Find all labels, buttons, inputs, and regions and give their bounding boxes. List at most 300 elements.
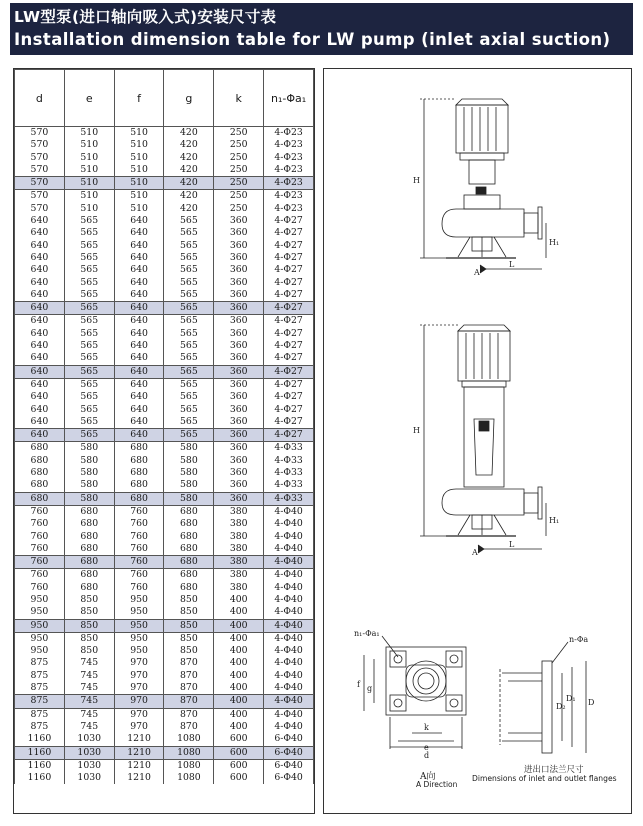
table-cell: 510 <box>114 139 164 151</box>
table-cell: 565 <box>164 227 214 239</box>
table-cell: 745 <box>64 670 114 682</box>
table-row <box>15 606 314 619</box>
table-cell: 4-Φ27 <box>264 289 314 302</box>
table-row <box>15 759 314 772</box>
table-cell: 510 <box>114 127 164 140</box>
table-row <box>15 695 314 708</box>
table-cell: 360 <box>214 315 264 328</box>
table-cell: 4-Φ40 <box>264 531 314 543</box>
table-cell: 640 <box>15 240 65 252</box>
dim-k: k <box>424 723 429 732</box>
dim-g: g <box>367 684 373 693</box>
table-cell: 680 <box>64 543 114 556</box>
table-cell: 250 <box>214 203 264 215</box>
table-cell: 850 <box>64 645 114 657</box>
dim-H-2: H <box>413 426 420 435</box>
table-cell: 4-Φ40 <box>264 594 314 606</box>
table-row <box>15 328 314 340</box>
table-cell: 4-Φ40 <box>264 708 314 721</box>
table-row <box>15 139 314 151</box>
table-cell: 4-Φ27 <box>264 264 314 276</box>
table-cell: 950 <box>15 606 65 619</box>
table-cell: 1030 <box>64 759 114 772</box>
table-row <box>15 378 314 391</box>
pump-drawings <box>324 69 631 813</box>
table-cell: 1030 <box>64 733 114 746</box>
table-row <box>15 645 314 657</box>
table-cell: 565 <box>164 215 214 227</box>
table-cell: 640 <box>15 289 65 302</box>
table-cell: 4-Φ23 <box>264 203 314 215</box>
table-cell: 640 <box>114 227 164 239</box>
table-cell: 4-Φ27 <box>264 340 314 352</box>
table-row <box>15 657 314 669</box>
table-cell: 870 <box>164 721 214 733</box>
table-cell: 1030 <box>64 746 114 759</box>
table-cell: 510 <box>64 177 114 190</box>
table-row <box>15 492 314 505</box>
table-cell: 6-Φ40 <box>264 772 314 784</box>
a-direction-en: A Direction <box>416 780 458 789</box>
table-cell: 420 <box>164 190 214 203</box>
table-cell: 4-Φ27 <box>264 378 314 391</box>
table-cell: 380 <box>214 582 264 594</box>
table-cell: 680 <box>164 556 214 569</box>
table-cell: 360 <box>214 416 264 429</box>
table-cell: 680 <box>15 467 65 479</box>
table-cell: 745 <box>64 721 114 733</box>
table-cell: 640 <box>15 365 65 378</box>
table-row <box>15 340 314 352</box>
table-cell: 510 <box>64 203 114 215</box>
table-row <box>15 404 314 416</box>
column-header: e <box>64 70 114 127</box>
table-cell: 970 <box>114 708 164 721</box>
table-cell: 570 <box>15 164 65 177</box>
table-cell: 565 <box>64 227 114 239</box>
table-cell: 565 <box>64 352 114 365</box>
table-cell: 875 <box>15 721 65 733</box>
table-cell: 680 <box>64 582 114 594</box>
table-body <box>15 127 314 785</box>
table-row <box>15 531 314 543</box>
table-cell: 640 <box>15 252 65 264</box>
table-cell: 4-Φ40 <box>264 670 314 682</box>
table-cell: 420 <box>164 139 214 151</box>
table-cell: 565 <box>164 352 214 365</box>
title-english: Installation dimension table for LW pump (inlet axial suction) <box>14 30 611 49</box>
table-row <box>15 352 314 365</box>
table-cell: 870 <box>164 670 214 682</box>
table-cell: 1210 <box>114 772 164 784</box>
table-cell: 850 <box>164 645 214 657</box>
table-cell: 400 <box>214 594 264 606</box>
table-cell: 875 <box>15 708 65 721</box>
table-cell: 565 <box>164 302 214 315</box>
table-cell: 950 <box>114 619 164 632</box>
table-cell: 510 <box>114 177 164 190</box>
table-cell: 850 <box>64 594 114 606</box>
table-row <box>15 708 314 721</box>
table-cell: 400 <box>214 645 264 657</box>
table-cell: 360 <box>214 328 264 340</box>
table-cell: 600 <box>214 759 264 772</box>
table-cell: 680 <box>114 492 164 505</box>
table-cell: 1210 <box>114 733 164 746</box>
table-cell: 250 <box>214 190 264 203</box>
table-cell: 4-Φ40 <box>264 505 314 518</box>
table-cell: 360 <box>214 442 264 455</box>
table-cell: 1160 <box>15 759 65 772</box>
flange-section-view <box>500 635 594 753</box>
table-cell: 760 <box>15 505 65 518</box>
table-cell: 565 <box>64 429 114 442</box>
table-cell: 565 <box>164 289 214 302</box>
column-header: n₁-Φa₁ <box>264 70 314 127</box>
column-header: d <box>15 70 65 127</box>
table-cell: 640 <box>114 215 164 227</box>
table-cell: 4-Φ40 <box>264 543 314 556</box>
table-row <box>15 467 314 479</box>
table-cell: 4-Φ27 <box>264 315 314 328</box>
dim-H-1: H <box>413 176 420 185</box>
table-cell: 640 <box>15 416 65 429</box>
table-cell: 565 <box>164 378 214 391</box>
table-cell: 4-Φ40 <box>264 657 314 669</box>
base-plan-view <box>354 629 466 760</box>
table-row <box>15 721 314 733</box>
table-row <box>15 416 314 429</box>
table-cell: 565 <box>164 277 214 289</box>
table-cell: 760 <box>15 531 65 543</box>
table-cell: 640 <box>15 315 65 328</box>
pump-drawing-1 <box>413 99 559 277</box>
table-cell: 400 <box>214 606 264 619</box>
table-cell: 850 <box>64 632 114 645</box>
table-cell: 510 <box>64 164 114 177</box>
table-cell: 680 <box>164 582 214 594</box>
table-cell: 4-Φ23 <box>264 177 314 190</box>
table-cell: 570 <box>15 139 65 151</box>
table-cell: 600 <box>214 733 264 746</box>
table-cell: 640 <box>15 429 65 442</box>
table-cell: 4-Φ27 <box>264 240 314 252</box>
table-row <box>15 569 314 582</box>
table-cell: 870 <box>164 708 214 721</box>
table-cell: 970 <box>114 670 164 682</box>
table-cell: 565 <box>164 240 214 252</box>
table-cell: 1080 <box>164 733 214 746</box>
table-cell: 420 <box>164 203 214 215</box>
table-cell: 760 <box>114 556 164 569</box>
table-cell: 565 <box>64 315 114 328</box>
table-cell: 680 <box>164 569 214 582</box>
table-cell: 640 <box>15 352 65 365</box>
table-row <box>15 733 314 746</box>
table-cell: 360 <box>214 467 264 479</box>
table-cell: 640 <box>114 352 164 365</box>
table-row <box>15 215 314 227</box>
table-cell: 400 <box>214 670 264 682</box>
table-row <box>15 127 314 140</box>
table-cell: 510 <box>114 152 164 164</box>
table-cell: 510 <box>64 190 114 203</box>
table-cell: 360 <box>214 352 264 365</box>
table-cell: 4-Φ23 <box>264 127 314 140</box>
table-cell: 745 <box>64 708 114 721</box>
table-cell: 4-Φ23 <box>264 139 314 151</box>
table-cell: 970 <box>114 682 164 695</box>
table-row <box>15 479 314 492</box>
table-cell: 950 <box>114 594 164 606</box>
table-cell: 640 <box>114 264 164 276</box>
table-cell: 380 <box>214 531 264 543</box>
title-chinese: LW型泵(进口轴向吸入式)安装尺寸表 <box>14 8 277 26</box>
table-cell: 360 <box>214 455 264 467</box>
table-cell: 250 <box>214 152 264 164</box>
table-row <box>15 252 314 264</box>
table-cell: 1080 <box>164 746 214 759</box>
table-row <box>15 152 314 164</box>
table-cell: 565 <box>64 340 114 352</box>
table-cell: 380 <box>214 505 264 518</box>
table-cell: 400 <box>214 695 264 708</box>
drawing-panel <box>323 68 632 814</box>
table-cell: 4-Φ40 <box>264 556 314 569</box>
table-cell: 580 <box>64 492 114 505</box>
table-cell: 4-Φ27 <box>264 391 314 403</box>
table-cell: 680 <box>114 442 164 455</box>
table-cell: 760 <box>15 543 65 556</box>
dim-e: e <box>424 743 429 752</box>
table-cell: 760 <box>15 518 65 530</box>
table-cell: 360 <box>214 252 264 264</box>
table-cell: 4-Φ40 <box>264 518 314 530</box>
table-cell: 565 <box>64 252 114 264</box>
table-cell: 760 <box>15 556 65 569</box>
table-cell: 640 <box>114 404 164 416</box>
table-cell: 850 <box>164 594 214 606</box>
table-cell: 640 <box>114 302 164 315</box>
table-cell: 360 <box>214 492 264 505</box>
table-cell: 565 <box>164 365 214 378</box>
table-cell: 4-Φ23 <box>264 190 314 203</box>
table-cell: 360 <box>214 277 264 289</box>
table-cell: 565 <box>64 378 114 391</box>
column-header: f <box>114 70 164 127</box>
table-row <box>15 289 314 302</box>
table-cell: 565 <box>164 340 214 352</box>
pump-shaft-housing-2 <box>464 387 504 487</box>
table-cell: 870 <box>164 682 214 695</box>
dim-D2: D₂ <box>556 702 566 711</box>
table-cell: 570 <box>15 190 65 203</box>
table-cell: 760 <box>114 569 164 582</box>
table-cell: 570 <box>15 203 65 215</box>
table-cell: 380 <box>214 556 264 569</box>
table-cell: 510 <box>64 127 114 140</box>
table-cell: 360 <box>214 289 264 302</box>
a-direction-cn: A向 <box>420 772 436 782</box>
table-cell: 745 <box>64 657 114 669</box>
table-cell: 565 <box>64 289 114 302</box>
table-cell: 640 <box>15 227 65 239</box>
dim-L-1: L <box>509 260 515 269</box>
table-cell: 850 <box>164 619 214 632</box>
table-cell: 1160 <box>15 772 65 784</box>
table-cell: 4-Φ40 <box>264 645 314 657</box>
table-row <box>15 429 314 442</box>
table-cell: 360 <box>214 302 264 315</box>
table-cell: 640 <box>15 391 65 403</box>
table-cell: 565 <box>164 252 214 264</box>
table-cell: 510 <box>114 164 164 177</box>
table-cell: 565 <box>164 391 214 403</box>
table-cell: 640 <box>114 252 164 264</box>
table-cell: 680 <box>114 467 164 479</box>
table-row <box>15 746 314 759</box>
table-cell: 400 <box>214 657 264 669</box>
table-cell: 360 <box>214 227 264 239</box>
table-cell: 510 <box>114 190 164 203</box>
table-cell: 760 <box>114 543 164 556</box>
table-cell: 680 <box>164 518 214 530</box>
table-cell: 680 <box>164 543 214 556</box>
table-row <box>15 543 314 556</box>
dim-A-2: A <box>472 548 478 557</box>
table-cell: 875 <box>15 695 65 708</box>
table-cell: 580 <box>164 479 214 492</box>
dimension-table-frame <box>13 68 315 814</box>
table-cell: 950 <box>15 632 65 645</box>
table-cell: 360 <box>214 479 264 492</box>
table-cell: 380 <box>214 543 264 556</box>
table-cell: 640 <box>114 289 164 302</box>
dim-L-2: L <box>509 540 515 549</box>
table-row <box>15 302 314 315</box>
table-cell: 950 <box>15 594 65 606</box>
table-cell: 1160 <box>15 746 65 759</box>
table-cell: 640 <box>114 315 164 328</box>
table-cell: 400 <box>214 708 264 721</box>
table-cell: 4-Φ27 <box>264 252 314 264</box>
table-cell: 4-Φ40 <box>264 632 314 645</box>
table-cell: 4-Φ40 <box>264 619 314 632</box>
table-cell: 250 <box>214 164 264 177</box>
table-cell: 510 <box>64 152 114 164</box>
table-cell: 570 <box>15 127 65 140</box>
table-row <box>15 455 314 467</box>
table-cell: 745 <box>64 695 114 708</box>
table-cell: 400 <box>214 682 264 695</box>
table-cell: 850 <box>164 606 214 619</box>
table-cell: 640 <box>15 215 65 227</box>
flange-caption-cn: 进出口法兰尺寸 <box>524 765 584 775</box>
table-cell: 4-Φ40 <box>264 582 314 594</box>
table-cell: 4-Φ27 <box>264 352 314 365</box>
table-cell: 4-Φ27 <box>264 365 314 378</box>
table-cell: 640 <box>15 302 65 315</box>
table-cell: 680 <box>64 505 114 518</box>
table-header-row <box>15 70 314 127</box>
table-cell: 565 <box>64 328 114 340</box>
table-cell: 600 <box>214 746 264 759</box>
table-cell: 640 <box>15 404 65 416</box>
table-cell: 4-Φ40 <box>264 606 314 619</box>
table-cell: 565 <box>164 264 214 276</box>
table-row <box>15 518 314 530</box>
table-cell: 4-Φ40 <box>264 721 314 733</box>
table-cell: 4-Φ23 <box>264 164 314 177</box>
table-cell: 570 <box>15 177 65 190</box>
table-cell: 680 <box>64 518 114 530</box>
table-cell: 4-Φ27 <box>264 215 314 227</box>
table-cell: 400 <box>214 632 264 645</box>
table-cell: 680 <box>114 455 164 467</box>
table-cell: 870 <box>164 657 214 669</box>
dim-na: n-Φa <box>569 635 589 644</box>
table-cell: 565 <box>64 240 114 252</box>
table-cell: 565 <box>64 416 114 429</box>
table-cell: 360 <box>214 391 264 403</box>
table-cell: 640 <box>114 328 164 340</box>
table-cell: 565 <box>64 277 114 289</box>
pump-casing-1 <box>442 209 524 237</box>
table-cell: 360 <box>214 429 264 442</box>
table-cell: 565 <box>64 365 114 378</box>
table-row <box>15 682 314 695</box>
table-cell: 1080 <box>164 759 214 772</box>
table-cell: 1210 <box>114 746 164 759</box>
table-cell: 970 <box>114 695 164 708</box>
table-cell: 4-Φ23 <box>264 152 314 164</box>
table-cell: 760 <box>15 569 65 582</box>
table-cell: 680 <box>15 492 65 505</box>
table-row <box>15 315 314 328</box>
table-cell: 360 <box>214 378 264 391</box>
table-row <box>15 365 314 378</box>
table-cell: 250 <box>214 127 264 140</box>
table-cell: 950 <box>114 606 164 619</box>
table-row <box>15 670 314 682</box>
table-row <box>15 203 314 215</box>
table-row <box>15 177 314 190</box>
table-cell: 850 <box>64 619 114 632</box>
table-cell: 400 <box>214 721 264 733</box>
table-cell: 640 <box>15 277 65 289</box>
table-cell: 600 <box>214 772 264 784</box>
table-cell: 360 <box>214 404 264 416</box>
table-row <box>15 619 314 632</box>
table-row <box>15 277 314 289</box>
table-cell: 640 <box>114 378 164 391</box>
table-cell: 4-Φ27 <box>264 429 314 442</box>
table-row <box>15 190 314 203</box>
table-cell: 850 <box>164 632 214 645</box>
table-cell: 580 <box>64 455 114 467</box>
table-cell: 745 <box>64 682 114 695</box>
pump-drawing-2 <box>413 325 559 557</box>
table-cell: 850 <box>64 606 114 619</box>
table-cell: 950 <box>15 619 65 632</box>
table-cell: 565 <box>164 404 214 416</box>
dim-D1: D₁ <box>566 694 576 703</box>
table-cell: 360 <box>214 340 264 352</box>
table-cell: 580 <box>164 467 214 479</box>
table-cell: 640 <box>114 429 164 442</box>
table-cell: 950 <box>15 645 65 657</box>
dim-d: d <box>424 751 430 760</box>
